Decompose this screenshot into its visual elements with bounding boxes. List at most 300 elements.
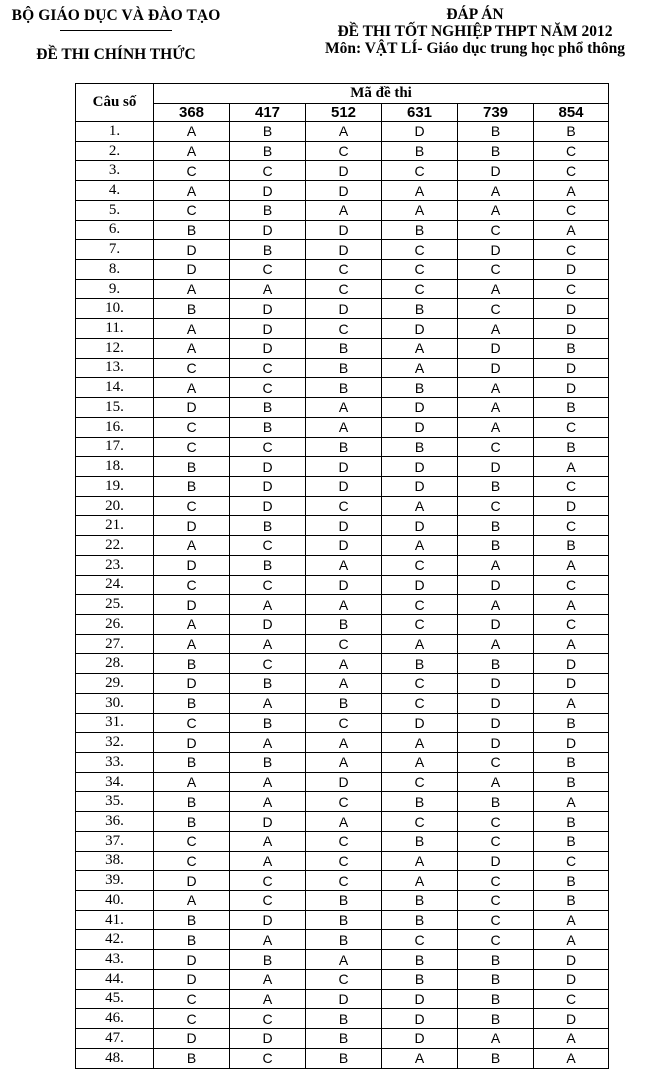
- answer-cell: D: [534, 358, 609, 378]
- answer-cell: D: [306, 220, 382, 240]
- answer-cell: B: [534, 871, 609, 891]
- answer-cell: C: [534, 614, 609, 634]
- table-row: [76, 693, 609, 713]
- answer-cell: C: [382, 555, 458, 575]
- table-row: [76, 713, 609, 733]
- answer-cell: D: [534, 319, 609, 339]
- answer-cell: C: [534, 200, 609, 220]
- table-row: [76, 220, 609, 240]
- answer-cell: C: [154, 496, 230, 516]
- question-number-header: Câu số: [76, 84, 154, 122]
- answer-cell: C: [230, 654, 306, 674]
- answer-cell: C: [534, 989, 609, 1009]
- answer-cell: A: [382, 753, 458, 773]
- question-number-cell: 32.: [76, 733, 154, 753]
- answer-cell: D: [230, 181, 306, 201]
- answer-cell: A: [306, 398, 382, 418]
- answer-cell: D: [382, 457, 458, 477]
- table-row: [76, 772, 609, 792]
- answer-cell: A: [154, 634, 230, 654]
- answer-cell: A: [382, 871, 458, 891]
- answer-cell: A: [458, 417, 534, 437]
- answer-cell: B: [534, 812, 609, 832]
- answer-cell: A: [458, 378, 534, 398]
- answer-cell: D: [230, 614, 306, 634]
- answer-cell: B: [230, 240, 306, 260]
- answer-cell: B: [306, 614, 382, 634]
- answer-cell: A: [534, 693, 609, 713]
- answer-cell: C: [534, 851, 609, 871]
- answer-cell: C: [382, 693, 458, 713]
- table-row: [76, 200, 609, 220]
- answer-cell: A: [534, 1029, 609, 1049]
- answer-cell: B: [230, 555, 306, 575]
- table-row: [76, 161, 609, 181]
- table-row: [76, 378, 609, 398]
- answer-cell: A: [534, 1048, 609, 1068]
- answer-cell: D: [534, 950, 609, 970]
- answer-cell: C: [306, 141, 382, 161]
- table-row: [76, 1009, 609, 1029]
- answer-cell: A: [382, 851, 458, 871]
- answer-cell: B: [458, 141, 534, 161]
- answer-cell: A: [458, 1029, 534, 1049]
- answer-cell: A: [382, 338, 458, 358]
- answer-cell: C: [382, 260, 458, 280]
- answer-cell: D: [154, 240, 230, 260]
- exam-code-header: 631: [382, 104, 458, 122]
- answer-cell: A: [382, 733, 458, 753]
- answer-cell: C: [230, 358, 306, 378]
- subject-line: Môn: VẬT LÍ- Giáo dục trung học phổ thông: [324, 40, 626, 57]
- answer-cell: A: [534, 181, 609, 201]
- question-number-cell: 22.: [76, 536, 154, 556]
- answer-cell: D: [534, 260, 609, 280]
- table-row: [76, 989, 609, 1009]
- answer-cell: D: [306, 575, 382, 595]
- answer-cell: B: [154, 1048, 230, 1068]
- answer-cell: D: [382, 122, 458, 142]
- answer-cell: C: [230, 161, 306, 181]
- answer-cell: C: [154, 417, 230, 437]
- answer-cell: D: [458, 358, 534, 378]
- table-row: [76, 930, 609, 950]
- answer-cell: B: [458, 476, 534, 496]
- table-row: [76, 950, 609, 970]
- answer-cell: D: [534, 733, 609, 753]
- answer-cell: A: [458, 279, 534, 299]
- table-row: [76, 753, 609, 773]
- answer-cell: D: [306, 516, 382, 536]
- answer-cell: A: [154, 891, 230, 911]
- answer-cell: A: [382, 181, 458, 201]
- table-row: [76, 733, 609, 753]
- answer-cell: A: [306, 417, 382, 437]
- question-number-cell: 40.: [76, 891, 154, 911]
- answer-cell: A: [306, 753, 382, 773]
- answer-cell: B: [382, 792, 458, 812]
- table-row: [76, 417, 609, 437]
- answer-cell: D: [382, 476, 458, 496]
- table-row: [76, 457, 609, 477]
- question-number-cell: 26.: [76, 614, 154, 634]
- answer-cell: D: [458, 693, 534, 713]
- question-number-cell: 3.: [76, 161, 154, 181]
- answer-cell: A: [306, 674, 382, 694]
- answer-cell: B: [382, 910, 458, 930]
- answer-cell: D: [154, 1029, 230, 1049]
- answer-cell: D: [306, 457, 382, 477]
- answer-cell: C: [382, 674, 458, 694]
- answer-cell: D: [306, 536, 382, 556]
- answer-cell: B: [154, 792, 230, 812]
- answer-key-title: ĐÁP ÁN: [446, 6, 504, 23]
- answer-cell: C: [154, 1009, 230, 1029]
- answer-cell: C: [306, 792, 382, 812]
- answer-cell: B: [306, 891, 382, 911]
- answer-cell: B: [382, 141, 458, 161]
- exam-code-header: 512: [306, 104, 382, 122]
- answer-cell: B: [458, 969, 534, 989]
- answer-cell: D: [458, 161, 534, 181]
- question-number-cell: 6.: [76, 220, 154, 240]
- answer-cell: C: [154, 200, 230, 220]
- question-number-cell: 20.: [76, 496, 154, 516]
- answer-cell: B: [306, 358, 382, 378]
- answer-cell: B: [534, 753, 609, 773]
- answer-cell: C: [382, 279, 458, 299]
- exam-code-header: 854: [534, 104, 609, 122]
- answer-cell: B: [534, 772, 609, 792]
- answer-cell: D: [154, 398, 230, 418]
- answer-cell: A: [534, 595, 609, 615]
- answer-cell: B: [458, 516, 534, 536]
- answer-cell: C: [458, 831, 534, 851]
- ministry-name: BỘ GIÁO DỤC VÀ ĐÀO TẠO: [11, 7, 221, 24]
- answer-cell: D: [534, 378, 609, 398]
- question-number-cell: 10.: [76, 299, 154, 319]
- answer-cell: A: [382, 496, 458, 516]
- answer-cell: D: [154, 516, 230, 536]
- answer-cell: D: [230, 299, 306, 319]
- question-number-cell: 33.: [76, 753, 154, 773]
- answer-cell: A: [458, 634, 534, 654]
- answer-cell: C: [382, 161, 458, 181]
- question-number-cell: 18.: [76, 457, 154, 477]
- answer-cell: C: [458, 891, 534, 911]
- question-number-cell: 42.: [76, 930, 154, 950]
- question-number-cell: 47.: [76, 1029, 154, 1049]
- table-row: [76, 358, 609, 378]
- answer-cell: A: [458, 200, 534, 220]
- answer-cell: B: [382, 891, 458, 911]
- table-row: [76, 969, 609, 989]
- answer-cell: A: [306, 555, 382, 575]
- question-number-cell: 38.: [76, 851, 154, 871]
- answer-cell: C: [534, 161, 609, 181]
- answer-cell: A: [230, 595, 306, 615]
- answer-cell: D: [382, 1029, 458, 1049]
- table-row: [76, 536, 609, 556]
- answer-cell: B: [458, 122, 534, 142]
- answer-cell: A: [306, 654, 382, 674]
- answer-cell: A: [534, 555, 609, 575]
- question-number-cell: 35.: [76, 792, 154, 812]
- answer-cell: D: [458, 575, 534, 595]
- answer-key-table: [75, 83, 609, 1069]
- exam-code-header: 368: [154, 104, 230, 122]
- table-row: [76, 1029, 609, 1049]
- answer-cell: D: [382, 713, 458, 733]
- answer-cell: C: [458, 871, 534, 891]
- exam-code-group-header: Mã đề thi: [154, 84, 609, 104]
- answer-cell: B: [154, 299, 230, 319]
- answer-cell: B: [154, 220, 230, 240]
- question-number-cell: 41.: [76, 910, 154, 930]
- answer-cell: B: [230, 713, 306, 733]
- answer-cell: C: [458, 910, 534, 930]
- answer-cell: B: [230, 141, 306, 161]
- answer-cell: B: [306, 378, 382, 398]
- exam-code-header: 739: [458, 104, 534, 122]
- answer-cell: A: [534, 910, 609, 930]
- answer-cell: D: [306, 161, 382, 181]
- exam-name: ĐỀ THI TỐT NGHIỆP THPT NĂM 2012: [337, 23, 613, 40]
- answer-cell: B: [534, 398, 609, 418]
- answer-cell: B: [458, 989, 534, 1009]
- question-number-cell: 27.: [76, 634, 154, 654]
- question-number-cell: 37.: [76, 831, 154, 851]
- answer-cell: B: [534, 891, 609, 911]
- table-row: [76, 279, 609, 299]
- answer-cell: A: [458, 398, 534, 418]
- answer-cell: D: [534, 299, 609, 319]
- answer-cell: A: [306, 812, 382, 832]
- answer-cell: A: [154, 141, 230, 161]
- answer-cell: B: [230, 200, 306, 220]
- table-row: [76, 260, 609, 280]
- question-number-cell: 30.: [76, 693, 154, 713]
- answer-cell: D: [382, 989, 458, 1009]
- answer-cell: B: [534, 536, 609, 556]
- answer-cell: D: [154, 969, 230, 989]
- answer-cell: A: [382, 1048, 458, 1068]
- answer-cell: A: [306, 950, 382, 970]
- answer-cell: C: [458, 260, 534, 280]
- answer-cell: B: [534, 338, 609, 358]
- answer-cell: D: [382, 516, 458, 536]
- answer-cell: D: [230, 319, 306, 339]
- answer-cell: C: [230, 1009, 306, 1029]
- answer-cell: D: [154, 555, 230, 575]
- answer-cell: A: [230, 733, 306, 753]
- answer-cell: B: [306, 930, 382, 950]
- table-row: [76, 122, 609, 142]
- question-number-cell: 23.: [76, 555, 154, 575]
- answer-cell: B: [458, 654, 534, 674]
- answer-cell: A: [230, 930, 306, 950]
- answer-cell: D: [458, 674, 534, 694]
- answer-cell: A: [154, 181, 230, 201]
- answer-cell: D: [230, 1029, 306, 1049]
- answer-cell: C: [154, 437, 230, 457]
- answer-cell: D: [382, 1009, 458, 1029]
- table-row: [76, 437, 609, 457]
- answer-cell: D: [534, 969, 609, 989]
- answer-cell: D: [382, 575, 458, 595]
- table-row: [76, 614, 609, 634]
- answer-cell: B: [382, 299, 458, 319]
- answer-cell: B: [382, 437, 458, 457]
- question-number-cell: 19.: [76, 476, 154, 496]
- answer-cell: C: [534, 575, 609, 595]
- answer-cell: C: [230, 260, 306, 280]
- answer-cell: C: [458, 220, 534, 240]
- answer-rows: [76, 122, 609, 1069]
- answer-cell: D: [306, 476, 382, 496]
- answer-cell: A: [534, 634, 609, 654]
- answer-cell: A: [230, 772, 306, 792]
- answer-cell: A: [230, 279, 306, 299]
- answer-cell: B: [458, 1009, 534, 1029]
- answer-cell: C: [382, 595, 458, 615]
- answer-cell: C: [154, 851, 230, 871]
- question-number-cell: 39.: [76, 871, 154, 891]
- answer-cell: C: [306, 260, 382, 280]
- answer-cell: C: [382, 240, 458, 260]
- answer-cell: A: [154, 338, 230, 358]
- answer-cell: D: [230, 457, 306, 477]
- answer-cell: A: [154, 536, 230, 556]
- answer-cell: D: [154, 674, 230, 694]
- table-row: [76, 575, 609, 595]
- table-row: [76, 871, 609, 891]
- table-row: [76, 141, 609, 161]
- answer-cell: B: [154, 930, 230, 950]
- answer-cell: A: [230, 634, 306, 654]
- answer-cell: B: [534, 437, 609, 457]
- answer-cell: A: [534, 792, 609, 812]
- answer-cell: D: [230, 476, 306, 496]
- table-row: [76, 831, 609, 851]
- answer-cell: B: [458, 792, 534, 812]
- answer-cell: D: [154, 950, 230, 970]
- answer-cell: D: [458, 338, 534, 358]
- answer-cell: B: [382, 220, 458, 240]
- question-number-cell: 25.: [76, 595, 154, 615]
- question-number-cell: 5.: [76, 200, 154, 220]
- answer-cell: D: [306, 989, 382, 1009]
- answer-cell: C: [382, 812, 458, 832]
- answer-cell: B: [230, 398, 306, 418]
- table-row: [76, 910, 609, 930]
- answer-cell: D: [382, 417, 458, 437]
- answer-cell: A: [154, 378, 230, 398]
- question-number-cell: 8.: [76, 260, 154, 280]
- answer-cell: C: [306, 871, 382, 891]
- question-number-cell: 16.: [76, 417, 154, 437]
- table-row: [76, 398, 609, 418]
- answer-cell: C: [306, 969, 382, 989]
- answer-cell: C: [382, 772, 458, 792]
- answer-cell: C: [306, 713, 382, 733]
- question-number-cell: 17.: [76, 437, 154, 457]
- answer-cell: D: [458, 733, 534, 753]
- answer-cell: B: [154, 753, 230, 773]
- exam-title-block: [300, 6, 650, 57]
- answer-cell: B: [230, 417, 306, 437]
- answer-cell: A: [154, 614, 230, 634]
- answer-cell: A: [458, 595, 534, 615]
- answer-cell: C: [230, 536, 306, 556]
- answer-cell: C: [534, 279, 609, 299]
- table-row: [76, 595, 609, 615]
- question-number-cell: 15.: [76, 398, 154, 418]
- answer-cell: B: [382, 378, 458, 398]
- answer-cell: D: [306, 181, 382, 201]
- answer-cell: C: [154, 161, 230, 181]
- answer-cell: B: [458, 950, 534, 970]
- answer-cell: A: [230, 831, 306, 851]
- answer-cell: C: [154, 713, 230, 733]
- answer-cell: D: [230, 496, 306, 516]
- answer-cell: A: [458, 555, 534, 575]
- question-number-cell: 34.: [76, 772, 154, 792]
- answer-cell: B: [306, 1029, 382, 1049]
- answer-cell: D: [458, 851, 534, 871]
- question-number-cell: 46.: [76, 1009, 154, 1029]
- question-number-cell: 9.: [76, 279, 154, 299]
- answer-cell: C: [534, 476, 609, 496]
- answer-cell: A: [534, 220, 609, 240]
- question-number-cell: 1.: [76, 122, 154, 142]
- question-number-cell: 13.: [76, 358, 154, 378]
- answer-cell: A: [154, 319, 230, 339]
- answer-cell: C: [306, 634, 382, 654]
- answer-cell: D: [458, 614, 534, 634]
- answer-cell: A: [230, 693, 306, 713]
- answer-cell: D: [534, 496, 609, 516]
- question-number-cell: 43.: [76, 950, 154, 970]
- answer-cell: B: [306, 338, 382, 358]
- answer-cell: B: [534, 831, 609, 851]
- table-row: [76, 812, 609, 832]
- question-number-cell: 12.: [76, 338, 154, 358]
- answer-cell: D: [230, 338, 306, 358]
- answer-cell: B: [534, 122, 609, 142]
- exam-code-header: 417: [230, 104, 306, 122]
- table-row: [76, 181, 609, 201]
- answer-cell: A: [382, 200, 458, 220]
- answer-cell: D: [458, 240, 534, 260]
- answer-cell: C: [534, 417, 609, 437]
- answer-cell: D: [154, 260, 230, 280]
- answer-cell: D: [306, 240, 382, 260]
- answer-cell: A: [306, 200, 382, 220]
- answer-cell: D: [382, 398, 458, 418]
- answer-cell: A: [154, 772, 230, 792]
- question-number-cell: 45.: [76, 989, 154, 1009]
- answer-cell: A: [306, 733, 382, 753]
- question-number-cell: 48.: [76, 1048, 154, 1068]
- answer-cell: D: [154, 595, 230, 615]
- table-row: [76, 319, 609, 339]
- answer-cell: D: [154, 733, 230, 753]
- answer-cell: C: [230, 1048, 306, 1068]
- answer-cell: A: [306, 122, 382, 142]
- table-row: [76, 634, 609, 654]
- table-row: [76, 792, 609, 812]
